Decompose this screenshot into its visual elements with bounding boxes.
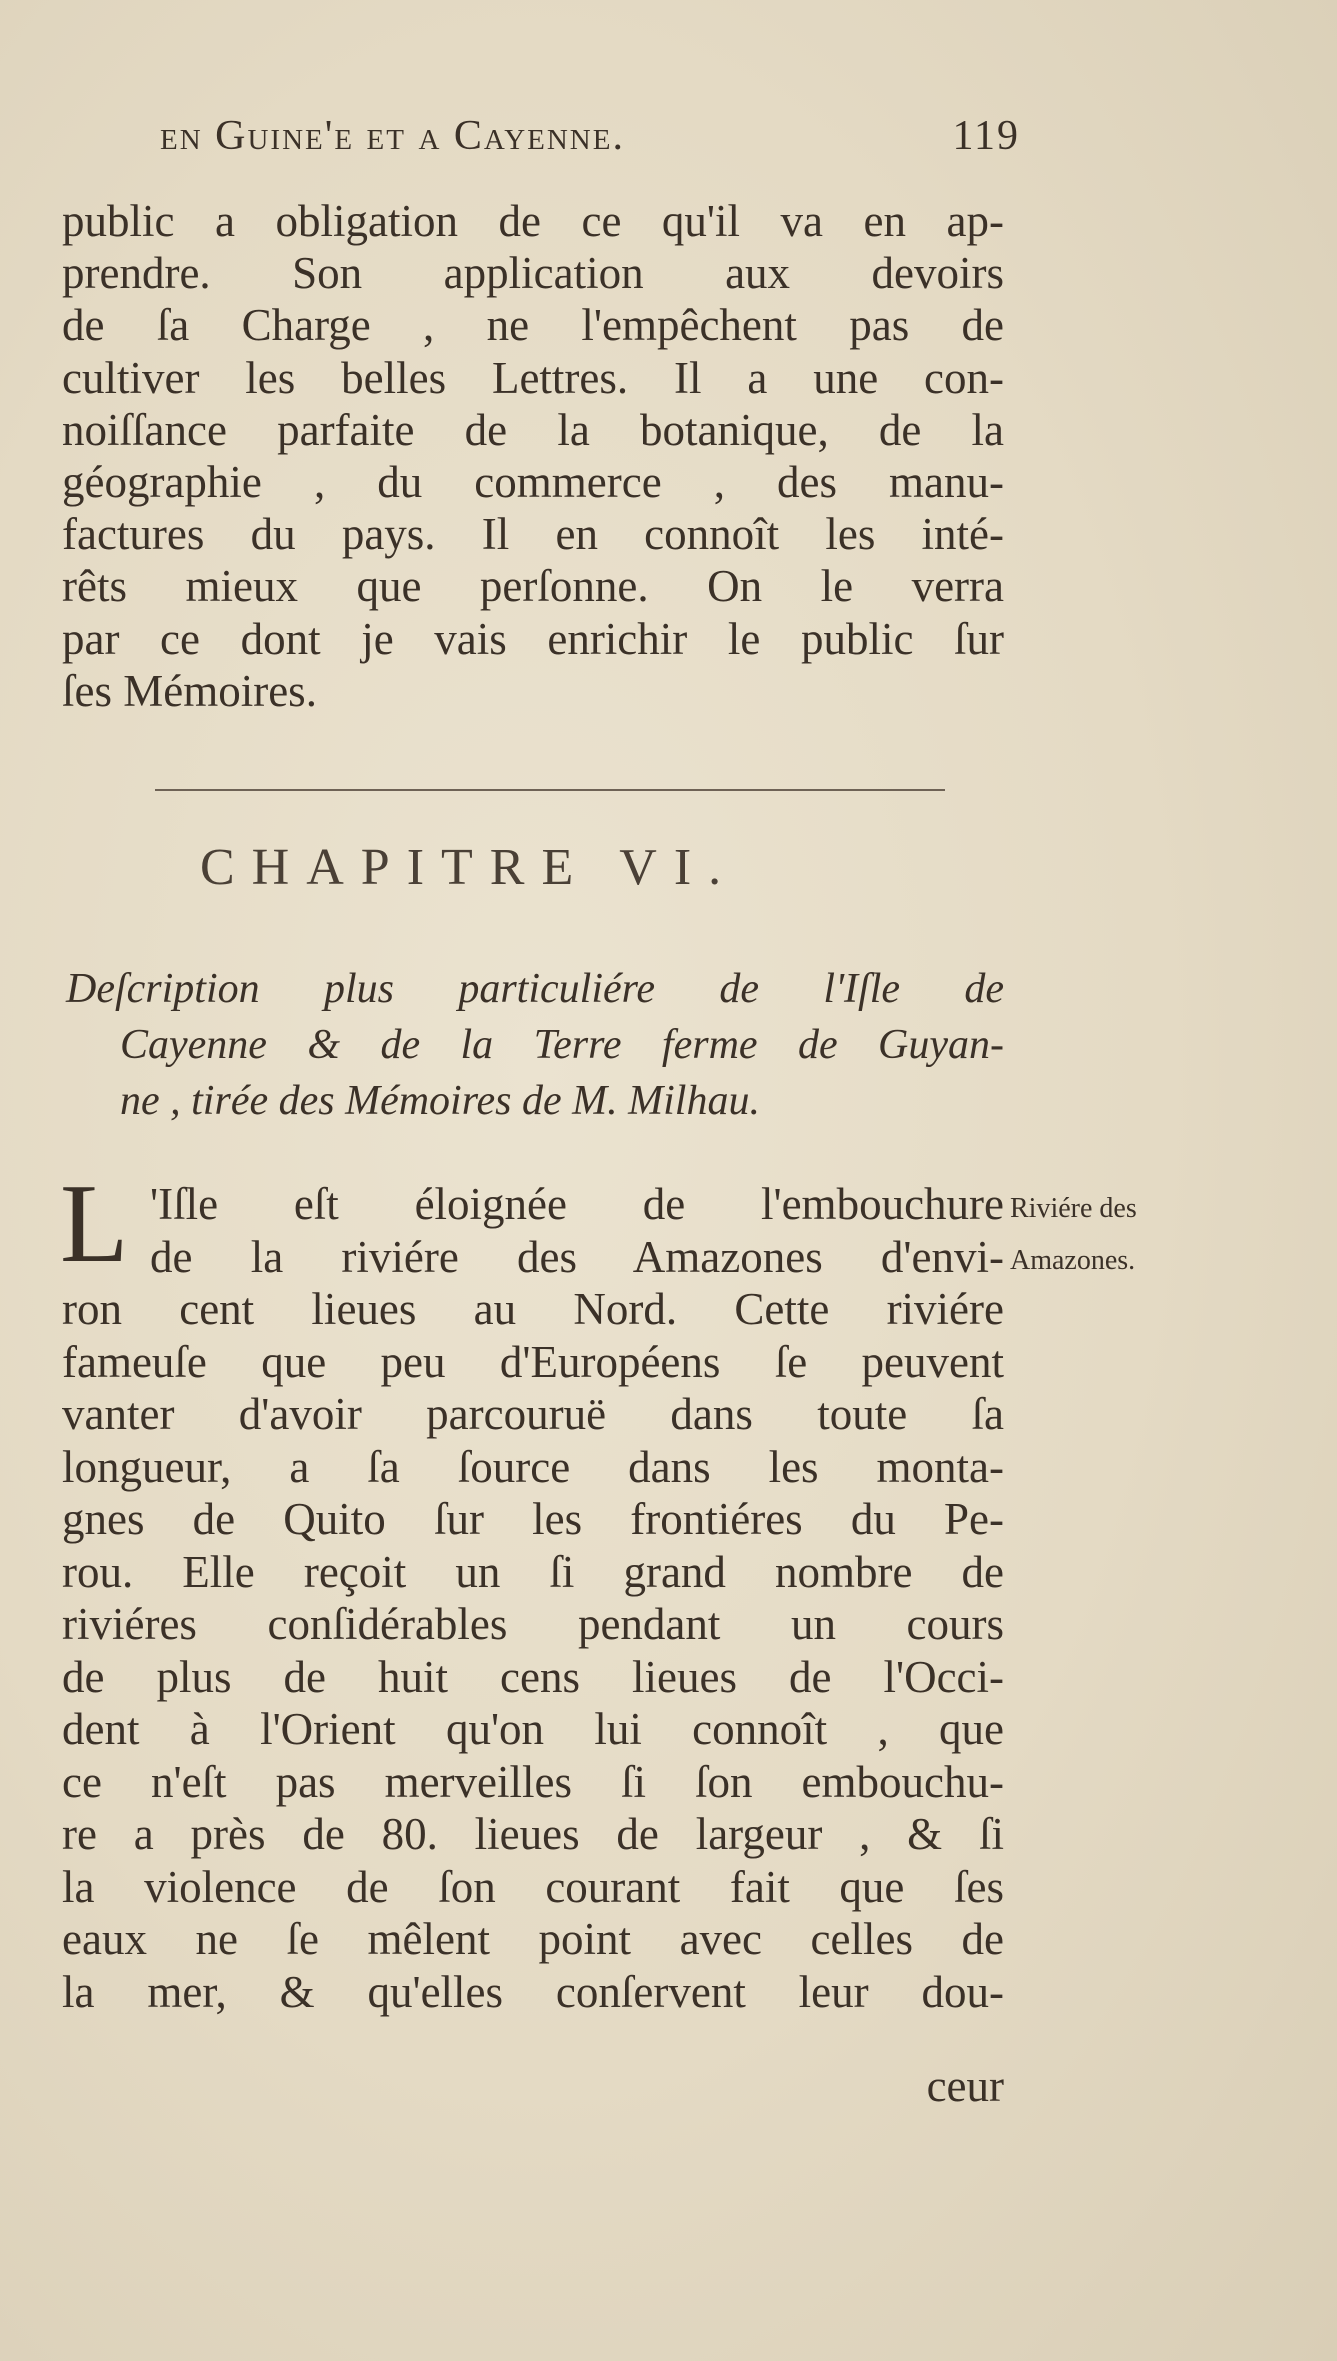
text-line: de ſa Charge , ne l'empêchent pas de bbox=[62, 300, 1004, 351]
text-line: rêts mieux que perſonne. On le verra bbox=[62, 561, 1004, 612]
chapter-subtitle-line: Cayenne & de la Terre ferme de Guyan- bbox=[120, 1022, 1004, 1068]
running-header bbox=[160, 112, 1020, 160]
text-line: de la riviére des Amazones d'envi- bbox=[150, 1231, 1004, 1282]
text-line: dent à l'Orient qu'on lui connoît , que bbox=[62, 1704, 1004, 1754]
text-line: prendre. Son application aux devoirs bbox=[62, 248, 1004, 299]
catchword: ceur bbox=[926, 2061, 1004, 2111]
text-line: ron cent lieues au Nord. Cette riviére bbox=[62, 1284, 1004, 1334]
chapter-subtitle-line: Deſcription plus particuliére de l'Iſle de bbox=[66, 966, 1004, 1012]
text-line: re a près de 80. lieues de largeur , & ſi bbox=[62, 1809, 1004, 1859]
text-line: noiſſance parfaite de la botanique, de la bbox=[62, 404, 1004, 455]
text-line: géographie , du commerce , des manu- bbox=[62, 457, 1004, 507]
text-line: vanter d'avoir parcouruë dans toute ſa bbox=[62, 1389, 1004, 1439]
text-line: riviéres conſidérables pendant un cours bbox=[62, 1599, 1004, 1649]
text-line: la violence de ſon courant fait que ſes bbox=[62, 1861, 1004, 1912]
text-line: ce n'eſt pas merveilles ſi ſon embouchu- bbox=[62, 1756, 1004, 1807]
chapter-subtitle-line: ne , tirée des Mémoires de M. Milhau. bbox=[120, 1078, 760, 1124]
text-line: 'Iſle eſt éloignée de l'embouchure bbox=[150, 1179, 1004, 1229]
text-line: eaux ne ſe mêlent point avec celles de bbox=[62, 1914, 1004, 1964]
running-title: en Guine'e et a Cayenne. bbox=[160, 113, 625, 159]
text-line: gnes de Quito ſur les frontiéres du Pe- bbox=[62, 1494, 1004, 1544]
text-line: cultiver les belles Lettres. Il a une con- bbox=[62, 352, 1004, 403]
text-line: la mer, & qu'elles conſervent leur dou- bbox=[62, 1966, 1004, 2017]
text-line: fameuſe que peu d'Européens ſe peuvent bbox=[62, 1336, 1004, 1387]
text-line: factures du pays. Il en connoît les inté- bbox=[62, 509, 1004, 560]
margin-note-line: Amazones. bbox=[1010, 1245, 1136, 1276]
text-line: ſes Mémoires. bbox=[62, 665, 317, 716]
text-line: de plus de huit cens lieues de l'Occi- bbox=[62, 1651, 1004, 1702]
text-line: rou. Elle reçoit un ſi grand nombre de bbox=[62, 1546, 1004, 1597]
text-line: par ce dont je vais enrichir le public ſur bbox=[62, 613, 1004, 664]
section-divider bbox=[155, 789, 945, 791]
chapter-title: CHAPITRE VI. bbox=[200, 839, 739, 896]
drop-cap: L bbox=[60, 1162, 129, 1286]
margin-note-line: Riviére des bbox=[1010, 1193, 1137, 1224]
text-line: longueur, a ſa ſource dans les monta- bbox=[62, 1441, 1004, 1492]
text-line: public a obligation de ce qu'il va en ap- bbox=[62, 196, 1004, 246]
page-number: 119 bbox=[952, 113, 1020, 159]
